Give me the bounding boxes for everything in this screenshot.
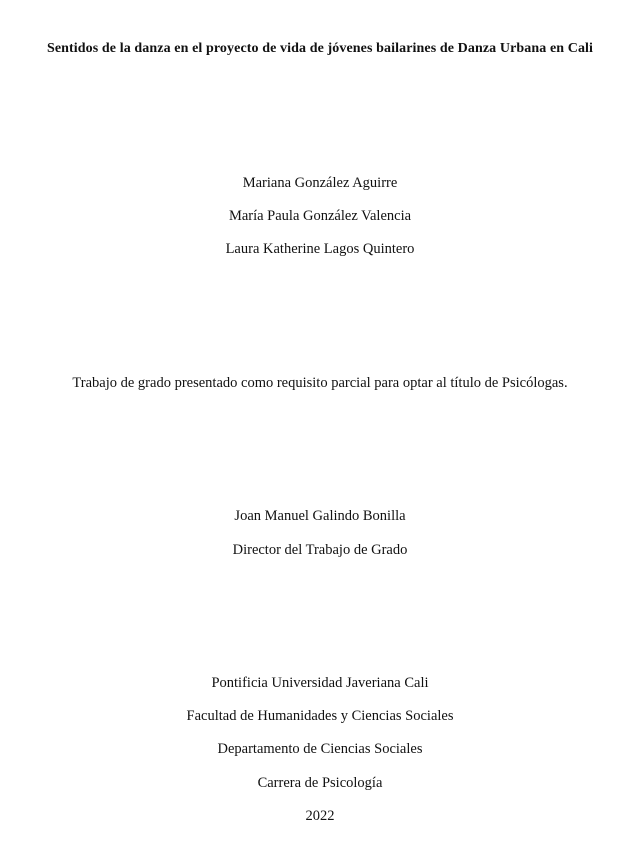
year: 2022	[305, 808, 335, 824]
faculty-name: Facultad de Humanidades y Ciencias Sociales	[186, 708, 454, 724]
department-name: Departamento de Ciencias Sociales	[217, 741, 423, 757]
program-name: Carrera de Psicología	[257, 775, 383, 791]
author-3: Laura Katherine Lagos Quintero	[225, 241, 415, 257]
document-title: Sentidos de la danza en el proyecto de vida de jóvenes bailarines de Danza Urbana en Cali	[46, 41, 594, 56]
university-name: Pontificia Universidad Javeriana Cali	[211, 675, 429, 691]
degree-purpose-statement: Trabajo de grado presentado como requisito parcial para optar al título de Psicólogas.	[72, 375, 568, 391]
author-2: María Paula González Valencia	[228, 208, 412, 224]
director-role: Director del Trabajo de Grado	[232, 542, 408, 558]
director-name: Joan Manuel Galindo Bonilla	[234, 508, 406, 524]
author-1: Mariana González Aguirre	[242, 175, 398, 191]
